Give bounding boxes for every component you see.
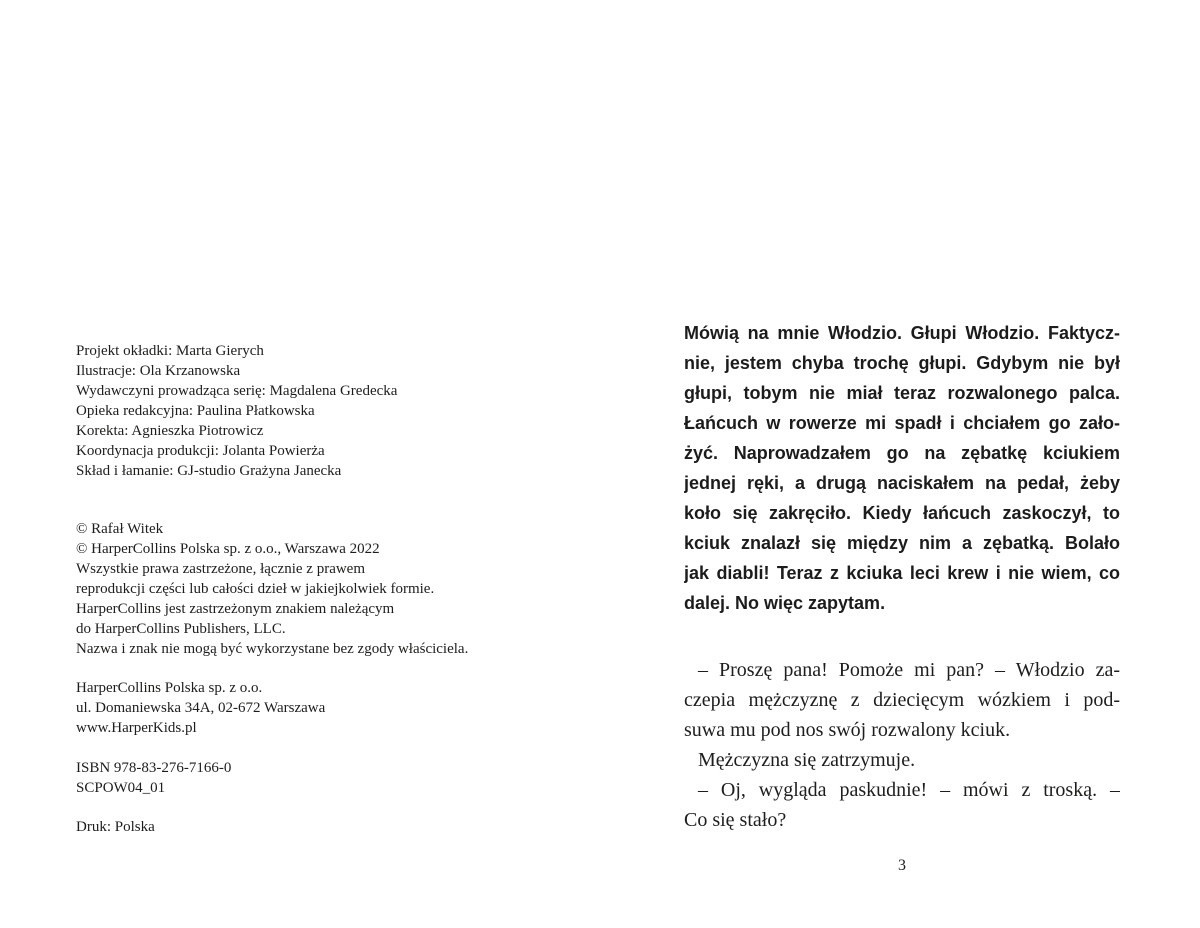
text-line: ul. Domaniewska 34A, 02-672 Warszawa [76,700,326,716]
text-line: Nazwa i znak nie mogą być wykorzystane bez zgody właściciela. [76,641,469,657]
right-page-story [684,0,1120,928]
print-info-block [76,817,576,837]
text-line: Ilustracje: Ola Krzanowska [76,363,241,379]
text-line: żyć. Naprowadzałem go na zębatkę kciukiem [684,443,1120,463]
text-line: © Rafał Witek [76,521,164,537]
text-line: Projekt okładki: Marta Gierych [76,343,264,359]
text-line: Łańcuch w rowerze mi spadł i chciałem go zało- [684,413,1120,433]
dialogue-paragraph [684,655,1120,835]
text-line: jak diabli! Teraz z kciuka leci krew i nie wiem, co [684,563,1120,583]
text-line: www.HarperKids.pl [76,720,197,736]
text-line: – Proszę pana! Pomoże mi pan? – Włodzio za- [698,659,1120,681]
text-line: – Oj, wygląda paskudnie! – mówi z troską. – [698,779,1120,801]
text-line: HarperCollins jest zastrzeżonym znakiem należącym [76,601,395,617]
text-line: Druk: Polska [76,819,155,835]
text-line: dalej. No więc zapytam. [684,593,886,613]
text-line: do HarperCollins Publishers, LLC. [76,621,286,637]
text-line: Co się stało? [684,809,787,831]
text-line: Wydawczyni prowadząca serię: Magdalena Gredecka [76,383,398,399]
text-line: HarperCollins Polska sp. z o.o. [76,680,263,696]
isbn-block [76,758,576,798]
text-line: nie, jestem chyba trochę głupi. Gdybym nie był [684,353,1120,373]
text-line: SCPOW04_01 [76,780,166,796]
text-line: głupi, tobym nie miał teraz rozwalonego palca. [684,383,1120,403]
narration-paragraph [684,318,1120,618]
text-line: koło się zakręciło. Kiedy łańcuch zaskoczył, to [684,503,1120,523]
text-line: © HarperCollins Polska sp. z o.o., Warszawa 2022 [76,541,380,557]
text-line: Skład i łamanie: GJ-studio Grażyna Janecka [76,463,342,479]
text-line: Koordynacja produkcji: Jolanta Powierża [76,443,325,459]
text-line: Korekta: Agnieszka Piotrowicz [76,423,264,439]
page-number: 3 [898,857,906,874]
text-line: czepia mężczyznę z dziecięcym wózkiem i pod- [684,689,1120,711]
text-line: Mówią na mnie Włodzio. Głupi Włodzio. Faktycz- [684,323,1120,343]
text-line: ISBN 978-83-276-7166-0 [76,760,232,776]
credits-block [76,341,576,481]
copyright-block [76,519,576,659]
text-line: kciuk znalazł się między nim a zębatką. Bolało [684,533,1120,553]
text-line: reprodukcji części lub całości dzieł w jakiejkolwiek formie. [76,581,435,597]
text-line: Mężczyzna się zatrzymuje. [698,749,916,771]
publisher-address-block [76,678,576,738]
text-line: Wszystkie prawa zastrzeżone, łącznie z prawem [76,561,366,577]
text-line: jednej ręki, a drugą naciskałem na pedał, żeby [684,473,1120,493]
text-line: suwa mu pod nos swój rozwalony kciuk. [684,719,1011,741]
text-line: Opieka redakcyjna: Paulina Płatkowska [76,403,315,419]
left-page-colophon [76,0,576,928]
